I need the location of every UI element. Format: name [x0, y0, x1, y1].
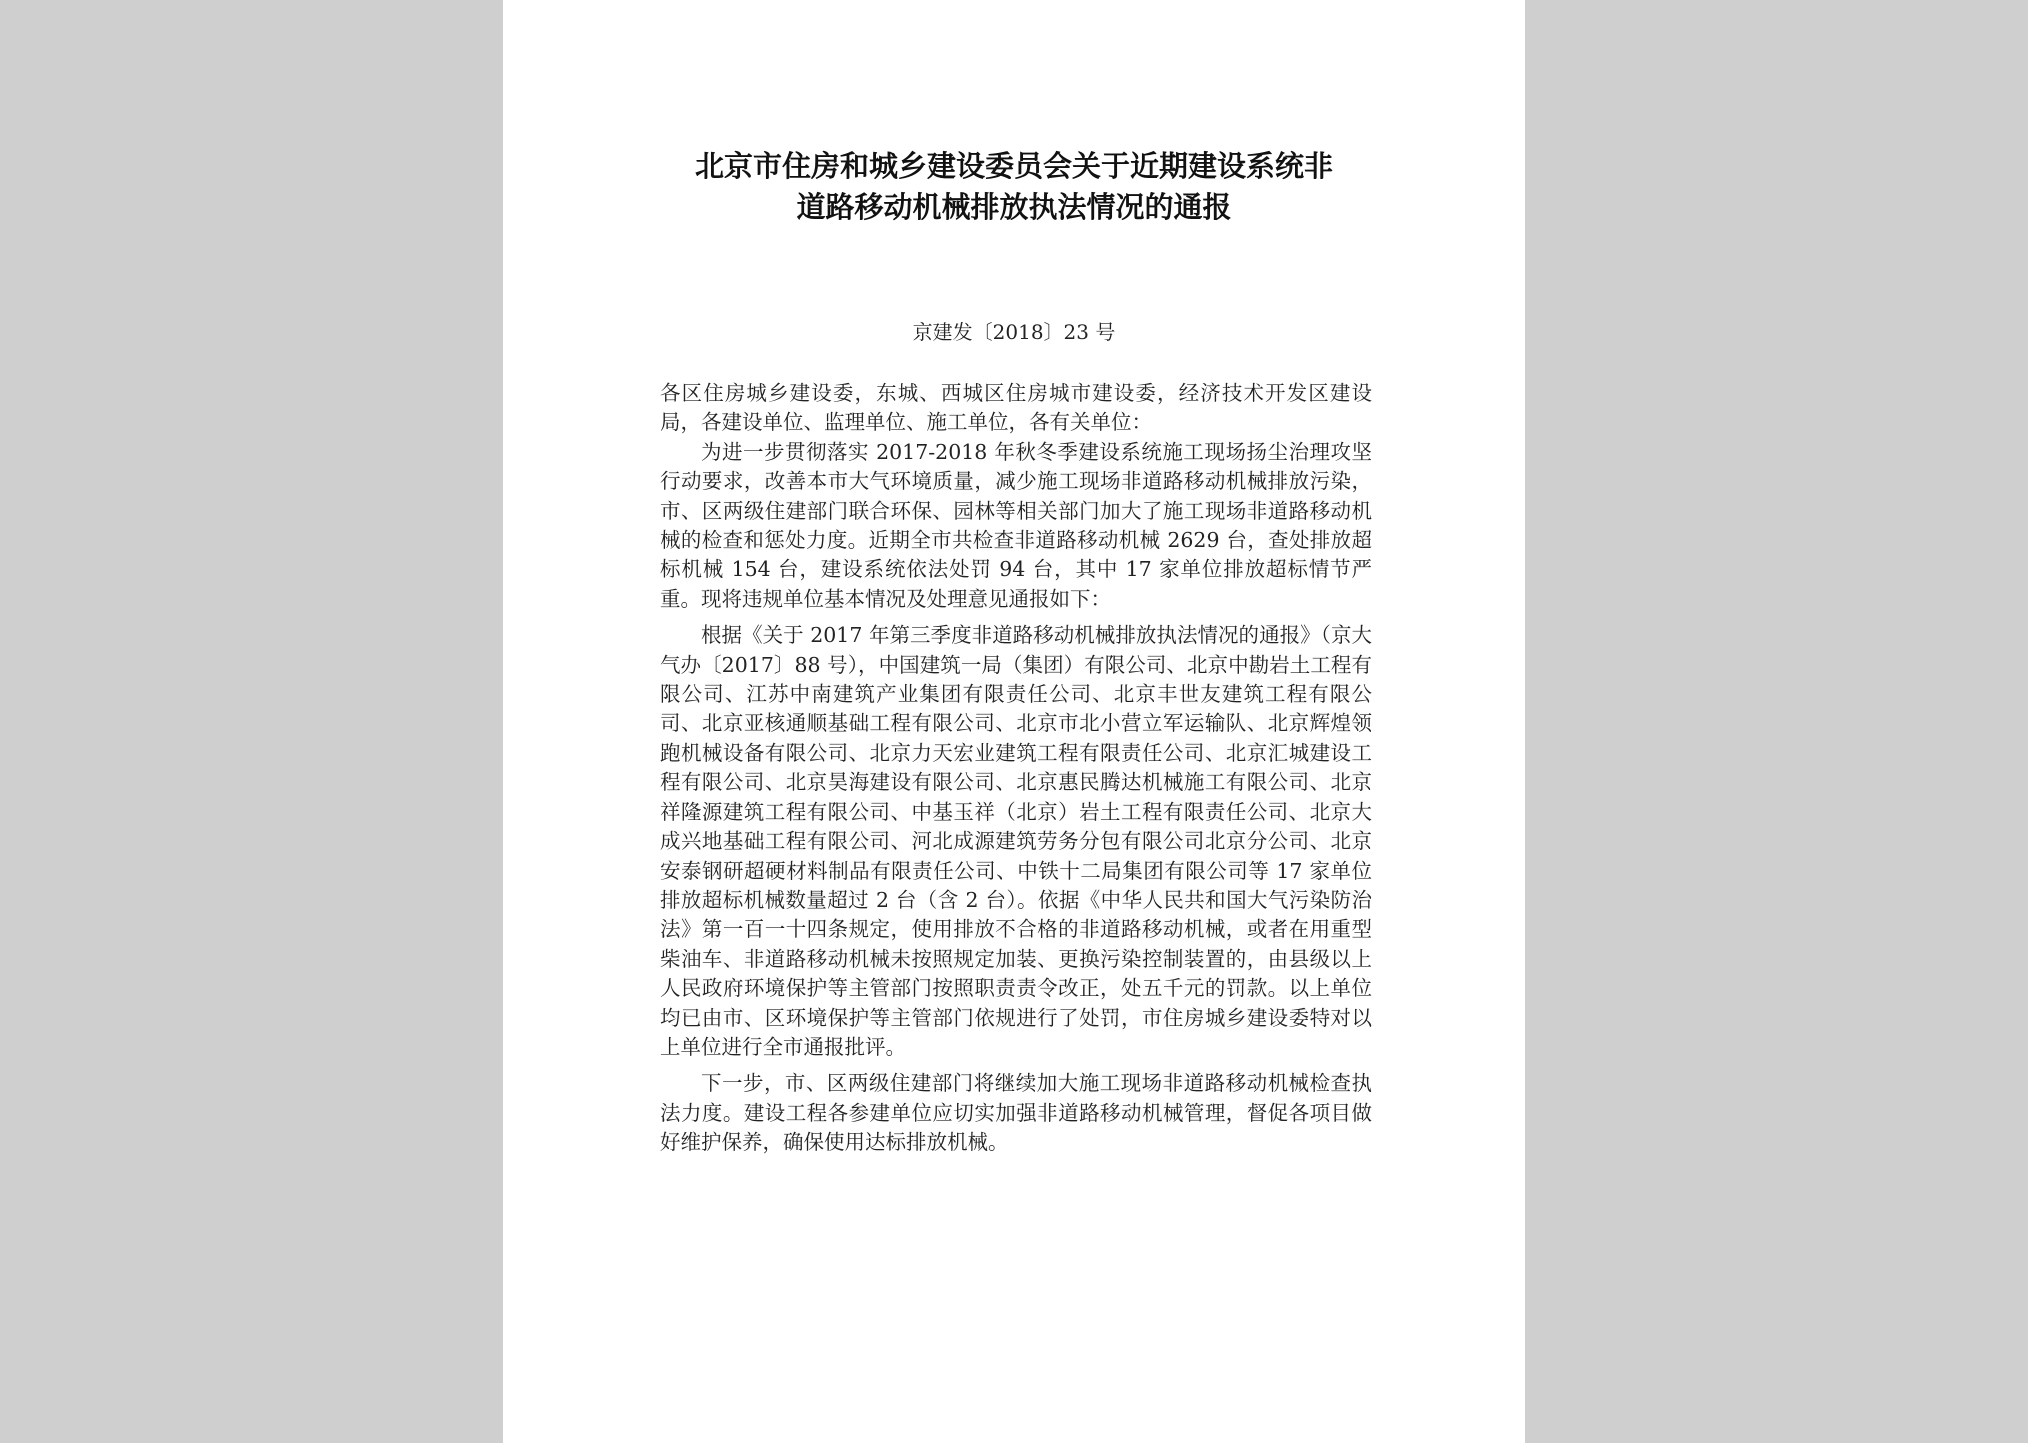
body-paragraph-1: 为进一步贯彻落实 2017-2018 年秋冬季建设系统施工现场扬尘治理攻坚行动要求，改善本市大气环境质量，减少施工现场非道路移动机械排放污染，市、区两级住建部门联合环保、园林等相关部门加大了施工现场非道路移动机械的检查和惩处力度。近期全市共检查非道路移动机械 2629 台，查处排放超标机械 154 台，建设系统依法处罚 94 台，其中 17 家单位排放超标情节严重。现将违规单位基本情况及处理意见通报如下： [660, 439, 1372, 611]
document-title [503, 146, 1525, 228]
document-number: 京建发〔2018〕23 号 [912, 320, 1116, 344]
document-body [660, 379, 1372, 1158]
body-paragraph-2: 根据《关于 2017 年第三季度非道路移动机械排放执法情况的通报》（京大气办〔2017〕88 号），中国建筑一局（集团）有限公司、北京中勘岩土工程有限公司、江苏中南建筑产业集团有限责任公司、北京丰世友建筑工程有限公司、北京亚核通顺基础工程有限公司、北京市北小营立军运输队、北京辉煌领跑机械设备有限公司、北京力天宏业建筑工程有限责任公司、北京汇城建设工程有限公司、北京昊海建设有限公司、北京惠民腾达机械施工有限公司、北京祥隆源建筑工程有限公司、中基玉祥（北京）岩土工程有限责任公司、北京大成兴地基础工程有限公司、河北成源建筑劳务分包有限公司北京分公司、北京安泰钢研超硬材料制品有限责任公司、中铁十二局集团有限公司等 17 家单位排放超标机械数量超过 2 台（含 2 台）。依据《中华人民共和国大气污染防治法》第一百一十四条规定，使用排放不合格的非道路移动机械，或者在用重型柴油车、非道路移动机械未按照规定加装、更换污染控制装置的，由县级以上人民政府环境保护等主管部门按照职责责令改正，处五千元的罚款。以上单位均已由市、区环境保护等主管部门依规进行了处罚，市住房城乡建设委特对以上单位进行全市通报批评。 [660, 623, 1372, 1059]
document-page [503, 0, 1525, 1443]
addressee-paragraph: 各区住房城乡建设委，东城、西城区住房城市建设委，经济技术开发区建设局，各建设单位、监理单位、施工单位，各有关单位： [660, 381, 1372, 435]
document-title-line-2: 道路移动机械排放执法情况的通报 [796, 190, 1232, 224]
document-title-line-1: 北京市住房和城乡建设委员会关于近期建设系统非 [694, 149, 1333, 183]
body-paragraph-3: 下一步，市、区两级住建部门将继续加大施工现场非道路移动机械检查执法力度。建设工程各参建单位应切实加强非道路移动机械管理，督促各项目做好维护保养，确保使用达标排放机械。 [660, 1071, 1372, 1155]
